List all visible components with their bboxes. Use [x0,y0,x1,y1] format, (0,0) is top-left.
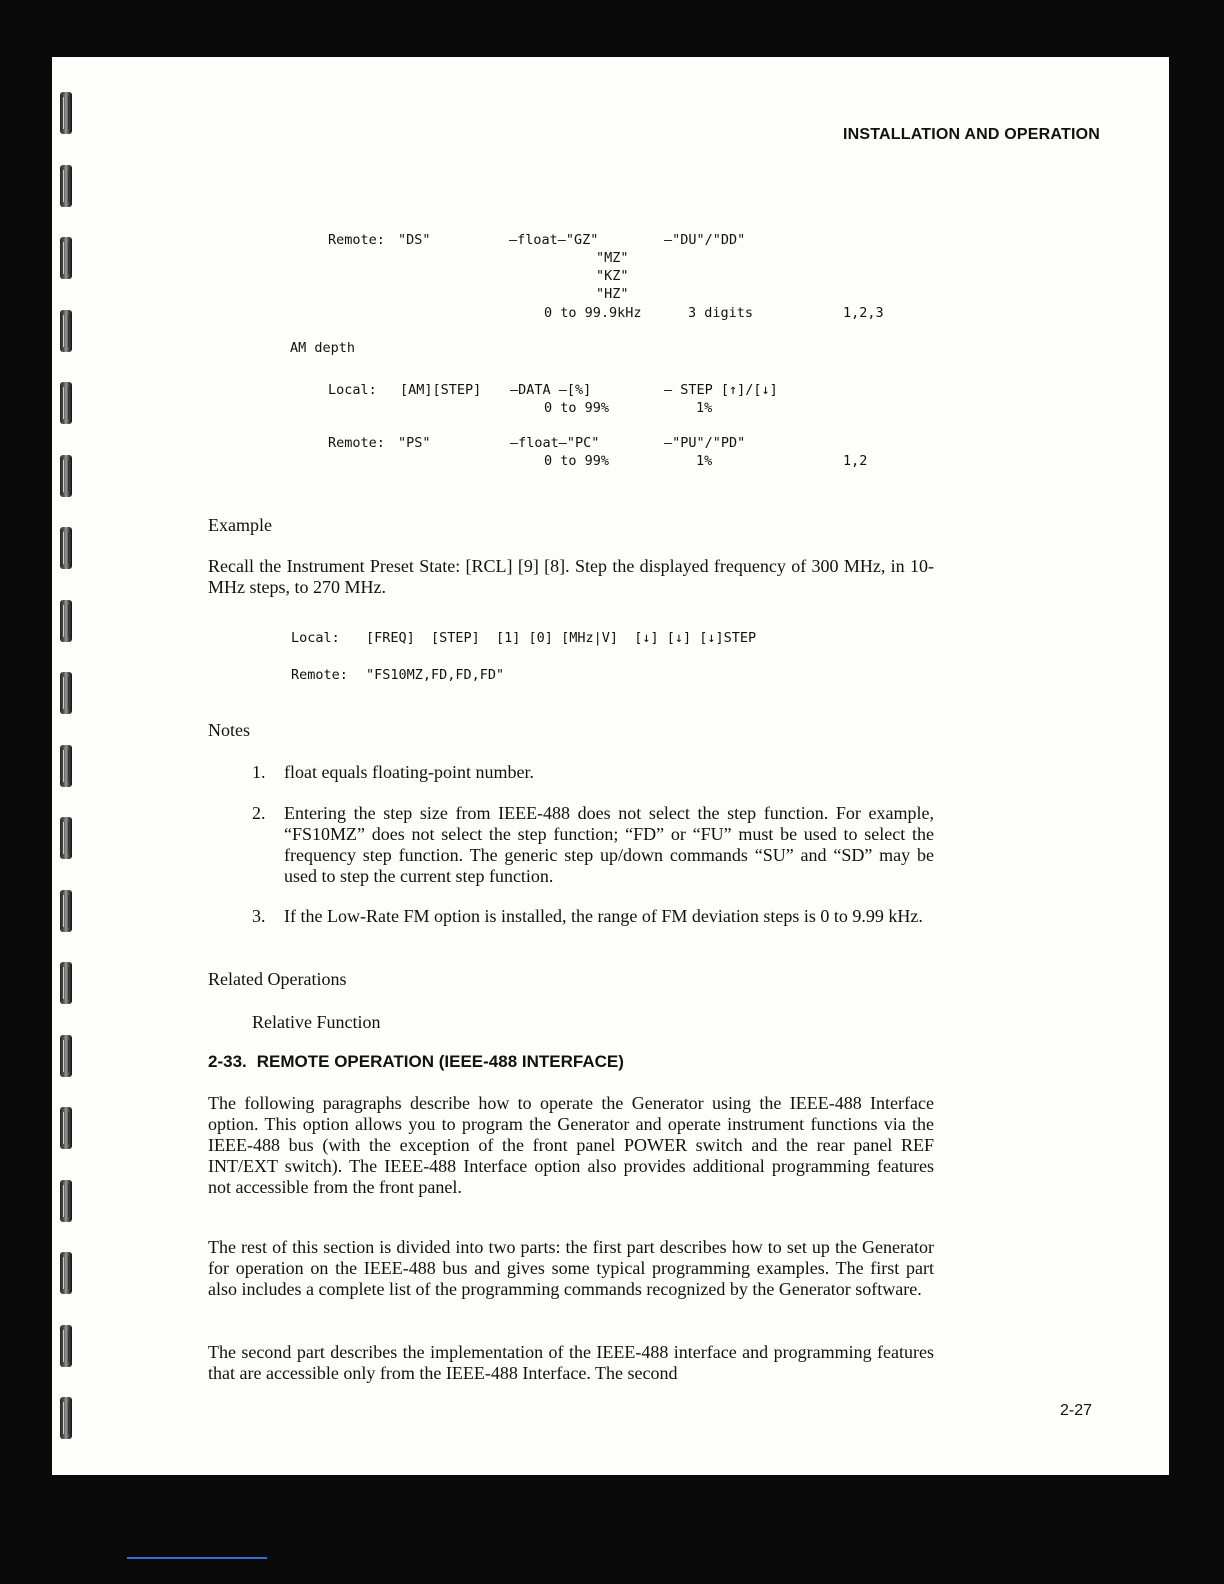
binder-ring [60,745,72,787]
fm-remote-label: Remote: [328,232,385,248]
am-remote-range: 0 to 99% [544,453,610,469]
section-paragraph: The second part describes the implementation of the IEEE-488 interface and programming features that are accessible only from the IEEE-488 Interface. The second [208,1342,934,1383]
am-local-resolution: 1% [696,400,713,416]
example-heading: Example [208,515,272,535]
binder-ring [60,1107,72,1149]
am-local-keys: [AM][STEP] [400,382,482,398]
am-remote-resolution: 1% [696,453,713,469]
binder-ring [60,600,72,642]
binder-ring [60,1397,72,1439]
am-remote-cmd: "PS" [398,435,431,451]
fm-notes-ref: 1,2,3 [843,305,884,321]
binder-ring [60,455,72,497]
related-heading: Related Operations [208,969,347,989]
binder-ring [60,382,72,424]
am-local-label: Local: [328,382,377,398]
fm-range: 0 to 99.9kHz [544,305,642,321]
example-local-label: Local: [291,630,340,646]
selection-underline [127,1557,267,1559]
binder-ring [60,1252,72,1294]
binder-ring [60,962,72,1004]
running-header: INSTALLATION AND OPERATION [842,126,1100,143]
binder-ring [60,1035,72,1077]
page-number: 2-27 [1059,1402,1092,1419]
example-text: Recall the Instrument Preset State: [RCL] [9] [8]. Step the displayed frequency of 300 MHz, in 10-MHz steps, to 270 MHz. [208,556,934,597]
am-depth-title: AM depth [290,340,356,356]
binder-ring [60,672,72,714]
section-paragraph: The rest of this section is divided into two parts: the first part describes how to set up the Generator for operation on the IEEE-488 bus and gives some typical programming examples. The first part also includes a complete list of the programming commands recognized by the Generator software. [208,1237,934,1299]
note-number: 3. [252,906,266,926]
section-number: 2-33. [208,1052,247,1071]
fm-resolution: 3 digits [688,305,754,321]
binder-ring [60,817,72,859]
notes-heading: Notes [208,720,250,740]
note-number: 1. [252,762,266,782]
binder-ring [60,310,72,352]
am-remote-step: —"PU"/"PD" [664,435,746,451]
fm-unit-hz: "HZ" [596,286,629,302]
section-paragraph: The following paragraphs describe how to operate the Generator using the IEEE-488 Interface option. This option allows you to program the Generator and operate instrument functions via the IEEE-488 bus (with the exception of the front panel POWER switch and the rear panel REF INT/EXT switch). The IEEE-488 Interface option also provides additional programming features not accessible from the front panel. [208,1093,934,1197]
am-local-step: — STEP [↑]/[↓] [664,382,778,398]
binder-ring [60,92,72,134]
binder-ring [60,890,72,932]
fm-remote-cmd: "DS" [398,232,431,248]
note-text: float equals floating-point number. [284,762,534,782]
section-title: REMOTE OPERATION (IEEE-488 INTERFACE) [256,1052,624,1071]
am-remote-data: —float—"PC" [510,435,600,451]
am-remote-label: Remote: [328,435,385,451]
example-local-keys: [FREQ] [STEP] [1] [0] [MHz|V] [↓] [↓] [↓]STEP [366,630,757,646]
binder-ring [60,165,72,207]
related-item: Relative Function [252,1012,381,1032]
section-heading [208,1052,634,1072]
fm-unit-kz: "KZ" [596,268,629,284]
am-local-data: —DATA —[%] [510,382,592,398]
binder-ring [60,237,72,279]
binder-ring [60,1180,72,1222]
binder-ring [60,527,72,569]
am-notes-ref: 1,2 [843,453,868,469]
example-remote-cmd: "FS10MZ,FD,FD,FD" [366,667,505,683]
binder-ring [60,1325,72,1367]
example-remote-label: Remote: [291,667,348,683]
fm-remote-step: —"DU"/"DD" [664,232,746,248]
am-local-range: 0 to 99% [544,400,610,416]
note-text: Entering the step size from IEEE-488 does not select the step function. For example, “FS10MZ” does not select the step function; “FD” or “FU” must be used to select the frequency step function. The generic step up/down commands “SU” and “SD” may be used to step the current step function. [284,803,934,886]
fm-unit-mz: "MZ" [596,250,629,266]
note-text: If the Low-Rate FM option is installed, the range of FM deviation steps is 0 to 9.99 kHz. [284,906,923,926]
note-number: 2. [252,803,266,823]
fm-remote-data: —float—"GZ" [509,232,599,248]
